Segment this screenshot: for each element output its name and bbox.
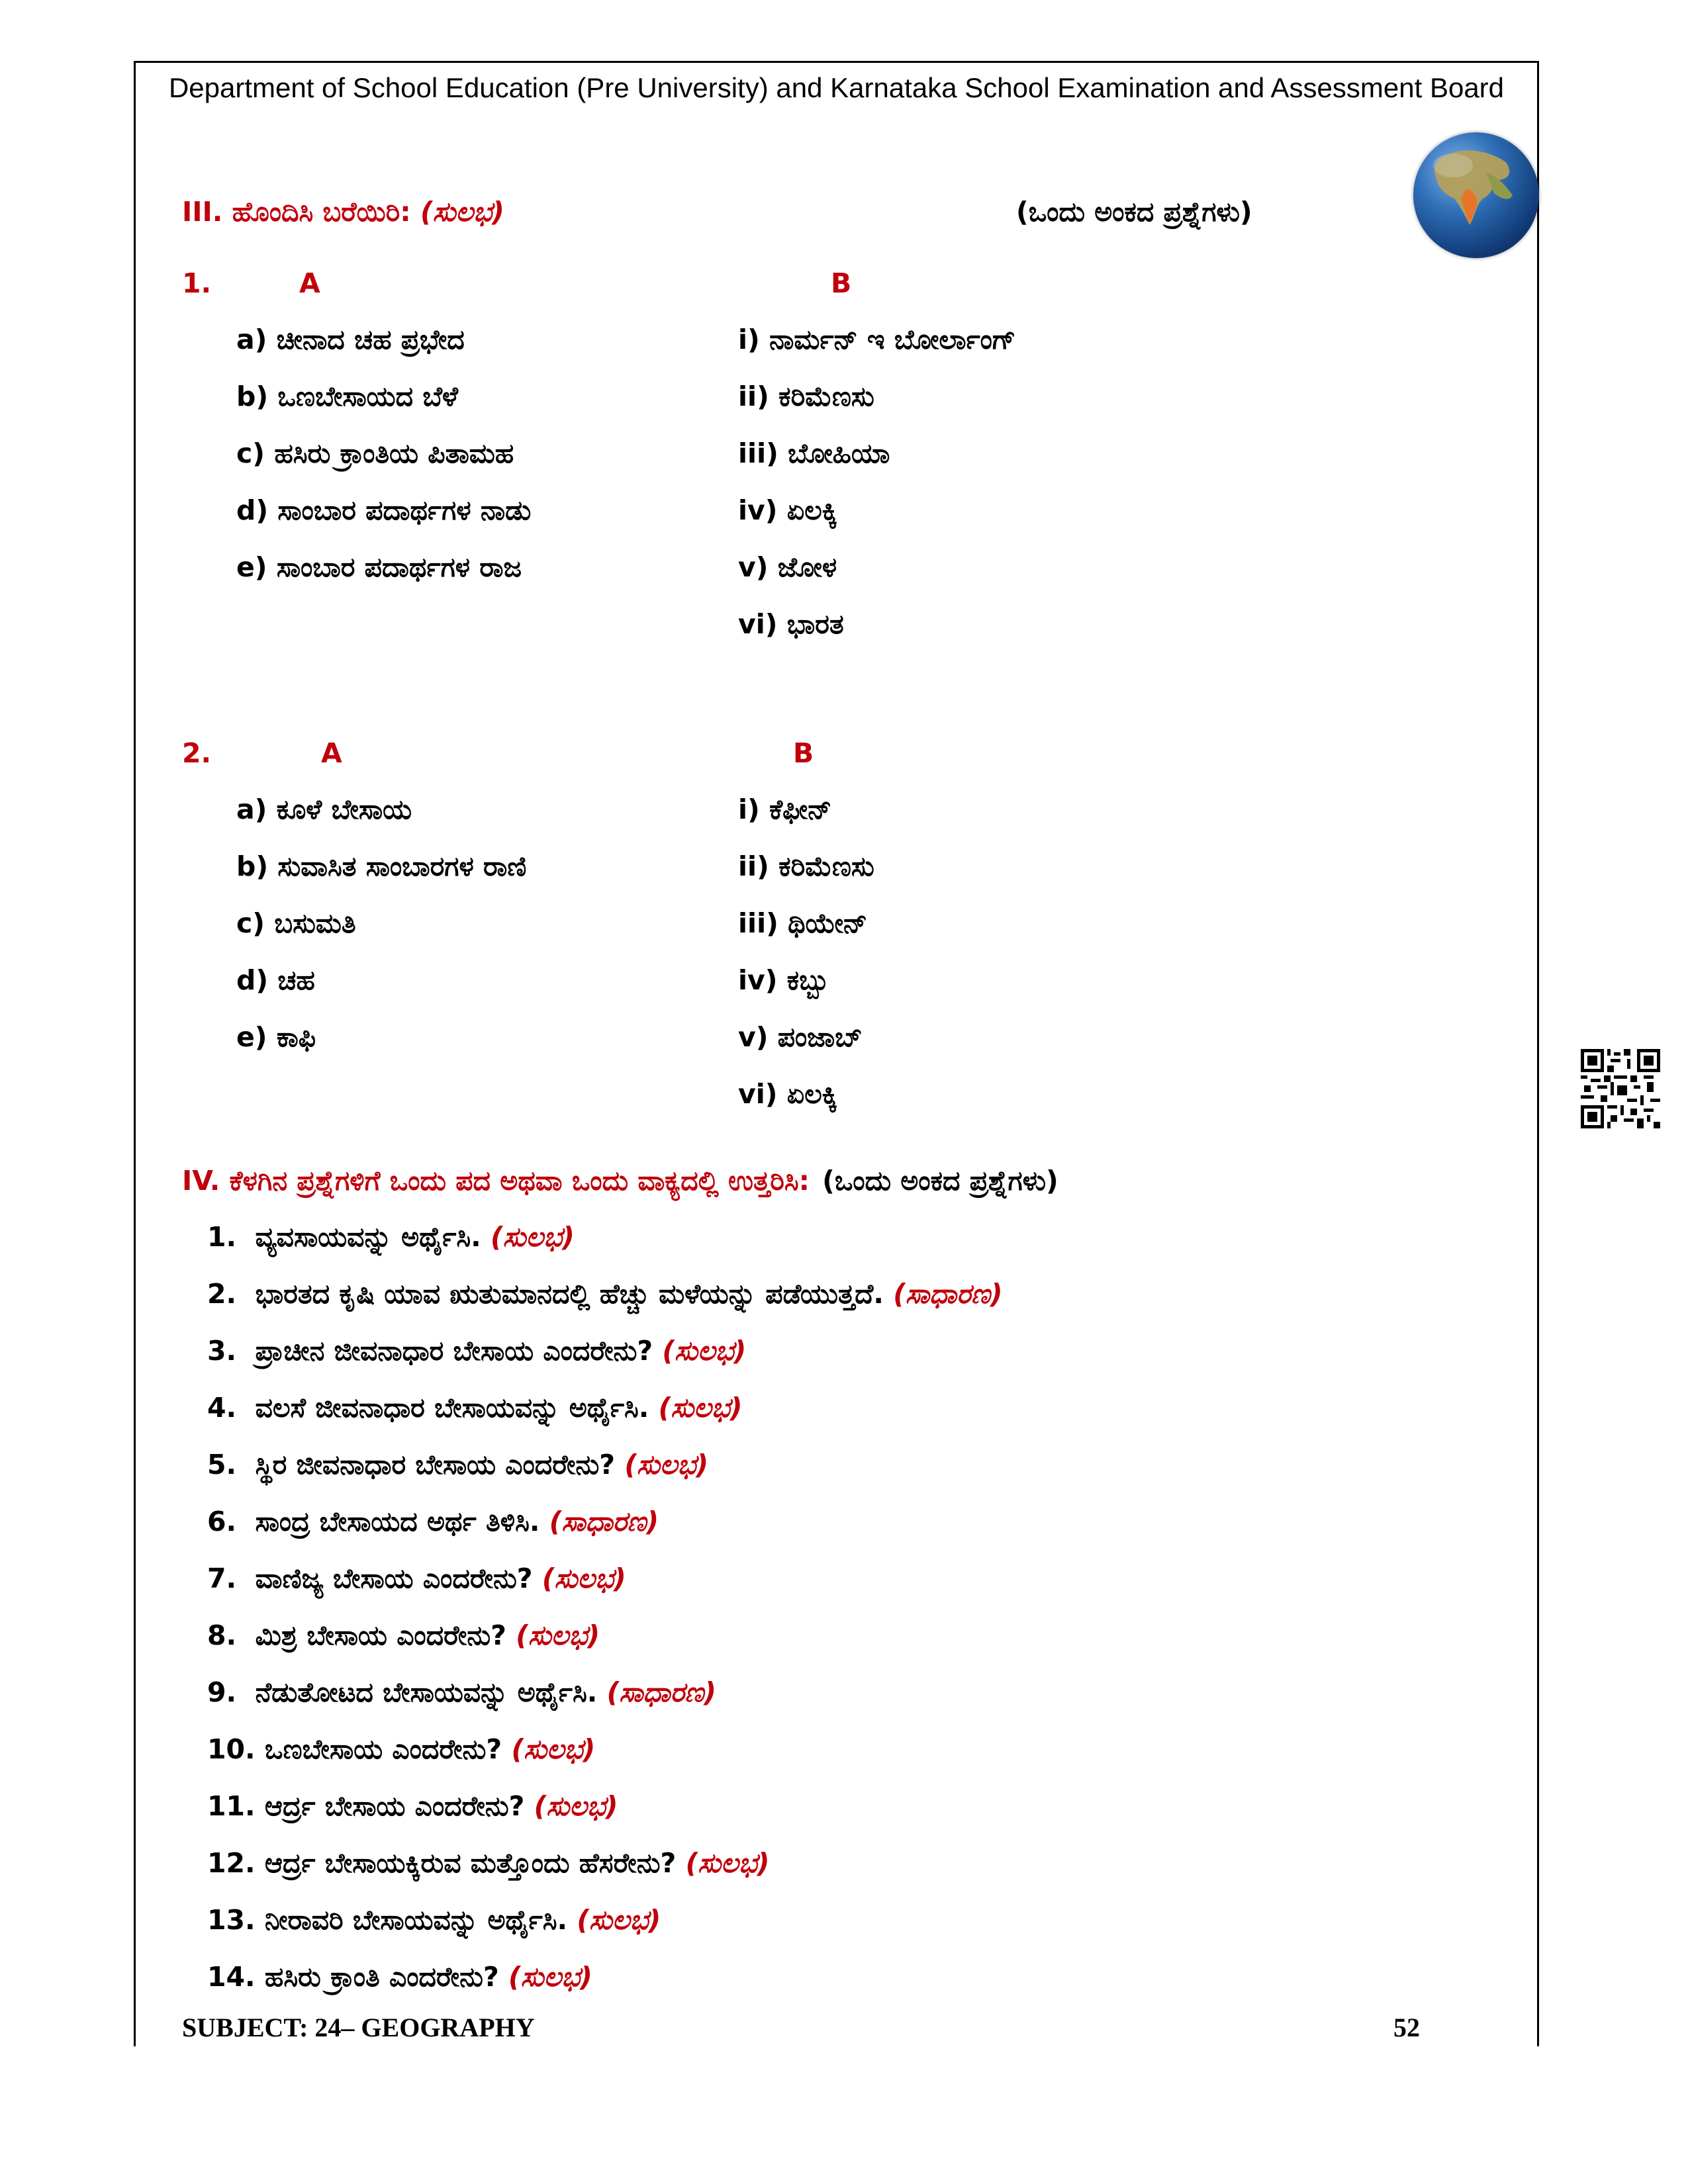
page-number: 52 [1393, 2013, 1420, 2042]
match1-b-item: i) ನಾರ್ಮನ್ ಇ ಬೋರ್ಲಾಂಗ್ [738, 324, 1016, 355]
question-difficulty: (ಸುಲಭ) [508, 1961, 592, 1993]
question-difficulty: (ಸಾಧಾರಣ) [549, 1506, 659, 1537]
question-item [207, 1676, 716, 1709]
question-text: ಪ್ರಾಚೀನ ಜೀವನಾಧಾರ ಬೇಸಾಯ ಎಂದರೇನು? [255, 1335, 653, 1367]
question-text: ಭಾರತದ ಕೃಷಿ ಯಾವ ಋತುಮಾನದಲ್ಲಿ ಹೆಚ್ಚು ಮಳೆಯನ್ನು ಪಡೆಯುತ್ತದೆ. [255, 1278, 884, 1310]
match2-b-item: iii) ಥಿಯೇನ್ [738, 907, 868, 939]
match1-b-item: v) ಜೋಳ [738, 551, 837, 583]
question-text: ಒಣಬೇಸಾಯ ಎಂದರೇನು? [264, 1733, 502, 1765]
question-text: ಆರ್ದ್ರ ಬೇಸಾಯಕ್ಕಿರುವ ಮತ್ತೊಂದು ಹೆಸರೇನು? [264, 1847, 677, 1879]
question-difficulty: (ಸುಲಭ) [534, 1790, 618, 1822]
question-number: 4. [207, 1392, 237, 1424]
section3-marks-note: (ಒಂದು ಅಂಕದ ಪ್ರಶ್ನೆಗಳು) [1016, 196, 1252, 228]
question-item [207, 1790, 618, 1823]
question-text: ಆರ್ದ್ರ ಬೇಸಾಯ ಎಂದರೇನು? [264, 1790, 525, 1822]
question-difficulty: (ಸಾಧಾರಣ) [606, 1676, 717, 1708]
question-text: ಮಿಶ್ರ ಬೇಸಾಯ ಎಂದರೇನು? [255, 1619, 506, 1651]
question-difficulty: (ಸಾಧಾರಣ) [893, 1278, 1003, 1310]
question-difficulty: (ಸುಲಭ) [516, 1619, 600, 1651]
match1-b-item: ii) ಕರಿಮೆಣಸು [738, 381, 874, 412]
match1-a-item: d) ಸಾಂಬಾರ ಪದಾರ್ಥಗಳ ನಾಡು [236, 494, 532, 526]
question-item [207, 1619, 600, 1652]
match2-a-item: a) ಕೂಳೆ ಬೇಸಾಯ [236, 794, 412, 825]
question-text: ಹಸಿರು ಕ್ರಾಂತಿ ಎಂದರೇನು? [264, 1961, 499, 1993]
section4-marks-note: (ಒಂದು ಅಂಕದ ಪ್ರಶ್ನೆಗಳು) [822, 1165, 1058, 1197]
match1-a-item: a) ಚೀನಾದ ಚಹ ಪ್ರಭೇದ [236, 324, 465, 355]
question-item [207, 1278, 1003, 1310]
match1-col-b: B [831, 267, 852, 299]
question-number: 6. [207, 1506, 237, 1537]
match2-a-item: d) ಚಹ [236, 964, 315, 996]
footer-subject: SUBJECT: 24– GEOGRAPHY [182, 2013, 535, 2042]
match1-a-item: c) ಹಸಿರು ಕ್ರಾಂತಿಯ ಪಿತಾಮಹ [236, 437, 514, 469]
globe-icon [1413, 132, 1539, 258]
match1-b-item: iii) ಬೋಹಿಯಾ [738, 437, 890, 469]
match1-b-item: vi) ಭಾರತ [738, 608, 844, 640]
section3-title: III. ಹೊಂದಿಸಿ ಬರೆಯಿರಿ: [182, 196, 411, 228]
match1-a-item: b) ಒಣಬೇಸಾಯದ ಬೆಳೆ [236, 381, 458, 412]
question-item [207, 1904, 661, 1936]
question-text: ಸಾಂದ್ರ ಬೇಸಾಯದ ಅರ್ಥ ತಿಳಿಸಿ. [255, 1506, 540, 1537]
match2-b-item: ii) ಕರಿಮೆಣಸು [738, 850, 874, 882]
qr-code-icon [1581, 1049, 1660, 1128]
question-number: 8. [207, 1619, 237, 1651]
question-number: 5. [207, 1449, 237, 1480]
match2-col-a: A [321, 737, 342, 769]
match1-number: 1. [182, 267, 212, 299]
section3-difficulty: (ಸುಲಭ) [420, 196, 504, 228]
question-number: 2. [207, 1278, 237, 1310]
question-number: 7. [207, 1563, 237, 1594]
question-text: ಸ್ಥಿರ ಜೀವನಾಧಾರ ಬೇಸಾಯ ಎಂದರೇನು? [255, 1449, 616, 1480]
question-difficulty: (ಸುಲಭ) [662, 1335, 747, 1367]
question-item [207, 1392, 742, 1424]
question-number: 3. [207, 1335, 237, 1367]
match1-col-a: A [299, 267, 320, 299]
question-difficulty: (ಸುಲಭ) [541, 1563, 626, 1594]
question-number: 13. [207, 1904, 256, 1936]
question-item [207, 1506, 659, 1538]
section4-heading [182, 1165, 1058, 1197]
question-number: 1. [207, 1221, 237, 1253]
page-border-top [134, 61, 1539, 63]
question-number: 12. [207, 1847, 256, 1879]
match2-number: 2. [182, 737, 212, 769]
match2-a-item: c) ಬಸುಮತಿ [236, 907, 356, 939]
section3-heading [182, 196, 504, 228]
question-item [207, 1961, 592, 1993]
question-text: ನೆಡುತೋಟದ ಬೇಸಾಯವನ್ನು ಅರ್ಥೈಸಿ. [255, 1676, 598, 1708]
question-difficulty: (ಸುಲಭ) [491, 1221, 575, 1253]
question-item [207, 1563, 626, 1595]
page-header: Department of School Education (Pre University) and Karnataka School Examination and Assessment Board [168, 72, 1505, 103]
question-difficulty: (ಸುಲಭ) [577, 1904, 661, 1936]
match2-b-item: v) ಪಂಜಾಬ್ [738, 1021, 863, 1053]
page-border-left [134, 61, 136, 2046]
question-difficulty: (ಸುಲಭ) [511, 1733, 596, 1765]
section4-title: IV. ಕೆಳಗಿನ ಪ್ರಶ್ನೆಗಳಿಗೆ ಒಂದು ಪದ ಅಥವಾ ಒಂದು ವಾಕ್ಯದಲ್ಲಿ ಉತ್ತರಿಸಿ: [182, 1165, 810, 1197]
question-item [207, 1733, 595, 1766]
question-number: 11. [207, 1790, 256, 1822]
question-number: 14. [207, 1961, 256, 1993]
question-difficulty: (ಸುಲಭ) [685, 1847, 770, 1879]
question-item [207, 1221, 575, 1253]
match1-b-item: iv) ಏಲಕ್ಕಿ [738, 494, 837, 526]
question-number: 9. [207, 1676, 237, 1708]
question-difficulty: (ಸುಲಭ) [658, 1392, 743, 1424]
question-item [207, 1847, 769, 1880]
question-item [207, 1449, 708, 1481]
match2-col-b: B [793, 737, 814, 769]
question-text: ವ್ಯವಸಾಯವನ್ನು ಅರ್ಥೈಸಿ. [255, 1221, 481, 1253]
question-item [207, 1335, 746, 1367]
match2-b-item: vi) ಏಲಕ್ಕಿ [738, 1078, 837, 1110]
match2-b-item: i) ಕೆಫೀನ್ [738, 794, 832, 825]
question-difficulty: (ಸುಲಭ) [624, 1449, 709, 1480]
question-number: 10. [207, 1733, 256, 1765]
question-text: ವಲಸೆ ಜೀವನಾಧಾರ ಬೇಸಾಯವನ್ನು ಅರ್ಥೈಸಿ. [255, 1392, 649, 1424]
match2-b-item: iv) ಕಬ್ಬು [738, 964, 829, 996]
match1-a-item: e) ಸಾಂಬಾರ ಪದಾರ್ಥಗಳ ರಾಜ [236, 551, 522, 583]
page-border-right [1537, 61, 1539, 2046]
match2-a-item: b) ಸುವಾಸಿತ ಸಾಂಬಾರಗಳ ರಾಣಿ [236, 850, 527, 882]
question-text: ನೀರಾವರಿ ಬೇಸಾಯವನ್ನು ಅರ್ಥೈಸಿ. [264, 1904, 568, 1936]
question-text: ವಾಣಿಜ್ಯ ಬೇಸಾಯ ಎಂದರೇನು? [255, 1563, 533, 1594]
match2-a-item: e) ಕಾಫಿ [236, 1021, 316, 1053]
